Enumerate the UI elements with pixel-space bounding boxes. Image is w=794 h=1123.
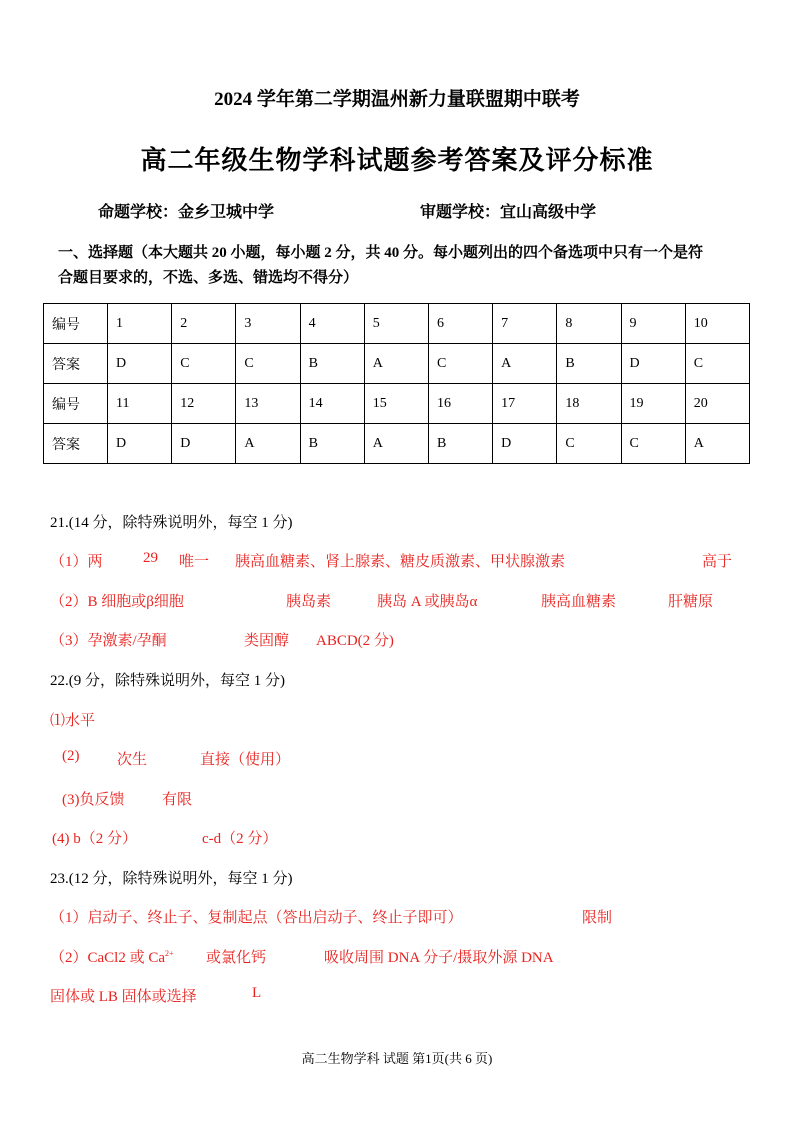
table-cell: D: [172, 424, 236, 464]
table-cell: 编号: [44, 304, 108, 344]
answer-text: ⑴水平: [50, 713, 96, 729]
table-row: [44, 344, 750, 384]
answer-text: 肝糖原: [668, 594, 714, 610]
review-school: 审题学校：宜山高级中学: [420, 204, 597, 221]
answer-text: 唯一: [179, 554, 210, 570]
table-cell: B: [300, 424, 364, 464]
section1-intro-line1: 一、选择题（本大题共 20 小题，每小题 2 分，共 40 分。每小题列出的四个备选项中只有一个是符: [58, 245, 704, 261]
exam-title: 2024 学年第二学期温州新力量联盟期中联考: [214, 89, 580, 110]
q22-answer-line3: [50, 788, 770, 810]
table-cell: C: [428, 344, 492, 384]
table-cell: C: [621, 424, 685, 464]
table-row: [44, 384, 750, 424]
table-cell: 16: [428, 384, 492, 424]
q23-answer-line1: [50, 906, 770, 928]
table-cell: 11: [108, 384, 172, 424]
table-cell: 12: [172, 384, 236, 424]
answer-text: 29: [143, 550, 158, 566]
table-cell: 5: [364, 304, 428, 344]
table-cell: D: [493, 424, 557, 464]
q21-answer-line1: [50, 550, 770, 572]
answer-text: 胰岛 A 或胰岛α: [377, 594, 478, 610]
table-cell: D: [108, 344, 172, 384]
answer-text: （3）孕激素/孕酮: [50, 633, 167, 649]
table-cell: A: [236, 424, 300, 464]
superscript: 2+: [165, 949, 174, 958]
q23-answer-line3: [50, 985, 770, 1007]
table-cell: 8: [557, 304, 621, 344]
table-cell: A: [685, 424, 749, 464]
answer-text: L: [252, 985, 262, 1001]
table-cell: 20: [685, 384, 749, 424]
answer-table: [43, 303, 750, 464]
answer-text: （2）CaCl2 或 Ca: [50, 950, 165, 966]
q22-answer-line2: [50, 748, 770, 770]
q21-answer-line2: [50, 590, 770, 612]
table-cell: 编号: [44, 384, 108, 424]
answer-text: 有限: [162, 792, 193, 808]
q23-answer-line2: [50, 946, 770, 968]
table-row: [44, 304, 750, 344]
answer-text: 吸收周围 DNA 分子/摄取外源 DNA: [324, 950, 554, 966]
q22-answer-line4: [50, 827, 770, 849]
answer-text: 直接（使用）: [200, 752, 291, 768]
table-cell: 10: [685, 304, 749, 344]
table-cell: 4: [300, 304, 364, 344]
answer-text: [50, 946, 174, 967]
answer-text: （1）启动子、终止子、复制起点（答出启动子、终止子即可）: [50, 910, 463, 926]
table-cell: C: [172, 344, 236, 384]
table-cell: 答案: [44, 344, 108, 384]
answer-text: c-d（2 分）: [202, 831, 278, 847]
table-cell: A: [364, 344, 428, 384]
table-cell: 9: [621, 304, 685, 344]
setting-school: 命题学校：金乡卫城中学: [98, 204, 275, 221]
q22-heading: 22.(9 分，除特殊说明外，每空 1 分): [50, 673, 285, 689]
page-footer: 高二生物学科 试题 第1页(共 6 页): [301, 1051, 493, 1066]
answer-text: 次生: [117, 752, 148, 768]
table-cell: B: [428, 424, 492, 464]
section1-intro-line2: 合题目要求的，不选、多选、错选均不得分）: [58, 270, 359, 286]
q21-answer-line3: [50, 629, 770, 651]
answer-text: 高于: [702, 554, 733, 570]
answer-text: 胰高血糖素: [541, 594, 617, 610]
table-cell: C: [685, 344, 749, 384]
table-row: [44, 424, 750, 464]
table-cell: 15: [364, 384, 428, 424]
table-cell: A: [364, 424, 428, 464]
table-cell: D: [108, 424, 172, 464]
table-cell: 2: [172, 304, 236, 344]
table-cell: A: [493, 344, 557, 384]
answer-text: ABCD(2 分): [316, 633, 394, 649]
table-cell: B: [300, 344, 364, 384]
table-cell: 17: [493, 384, 557, 424]
table-cell: 1: [108, 304, 172, 344]
answer-text: 类固醇: [244, 633, 290, 649]
table-cell: C: [557, 424, 621, 464]
answer-text: (4) b（2 分）: [52, 831, 137, 847]
table-cell: 13: [236, 384, 300, 424]
table-cell: 7: [493, 304, 557, 344]
table-cell: 3: [236, 304, 300, 344]
answer-text: (3)负反馈: [62, 792, 125, 808]
answer-text: 固体或 LB 固体或选择: [50, 989, 197, 1005]
table-cell: D: [621, 344, 685, 384]
q22-answer-line1: [50, 709, 770, 731]
answer-text: 或氯化钙: [206, 950, 267, 966]
table-cell: 14: [300, 384, 364, 424]
document-title: 高二年级生物学科试题参考答案及评分标准: [140, 146, 654, 175]
answer-text: (2): [62, 748, 80, 764]
q21-heading: 21.(14 分，除特殊说明外，每空 1 分): [50, 515, 293, 531]
table-cell: B: [557, 344, 621, 384]
answer-text: （2）B 细胞或β细胞: [50, 594, 184, 610]
answer-text: （1）两: [50, 554, 103, 570]
answer-text: 胰岛素: [286, 594, 332, 610]
table-cell: C: [236, 344, 300, 384]
table-cell: 6: [428, 304, 492, 344]
table-cell: 19: [621, 384, 685, 424]
q23-heading: 23.(12 分，除特殊说明外，每空 1 分): [50, 871, 293, 887]
table-cell: 答案: [44, 424, 108, 464]
answer-text: 限制: [582, 910, 613, 926]
answer-text: 胰高血糖素、肾上腺素、糖皮质激素、甲状腺激素: [235, 554, 566, 570]
table-cell: 18: [557, 384, 621, 424]
